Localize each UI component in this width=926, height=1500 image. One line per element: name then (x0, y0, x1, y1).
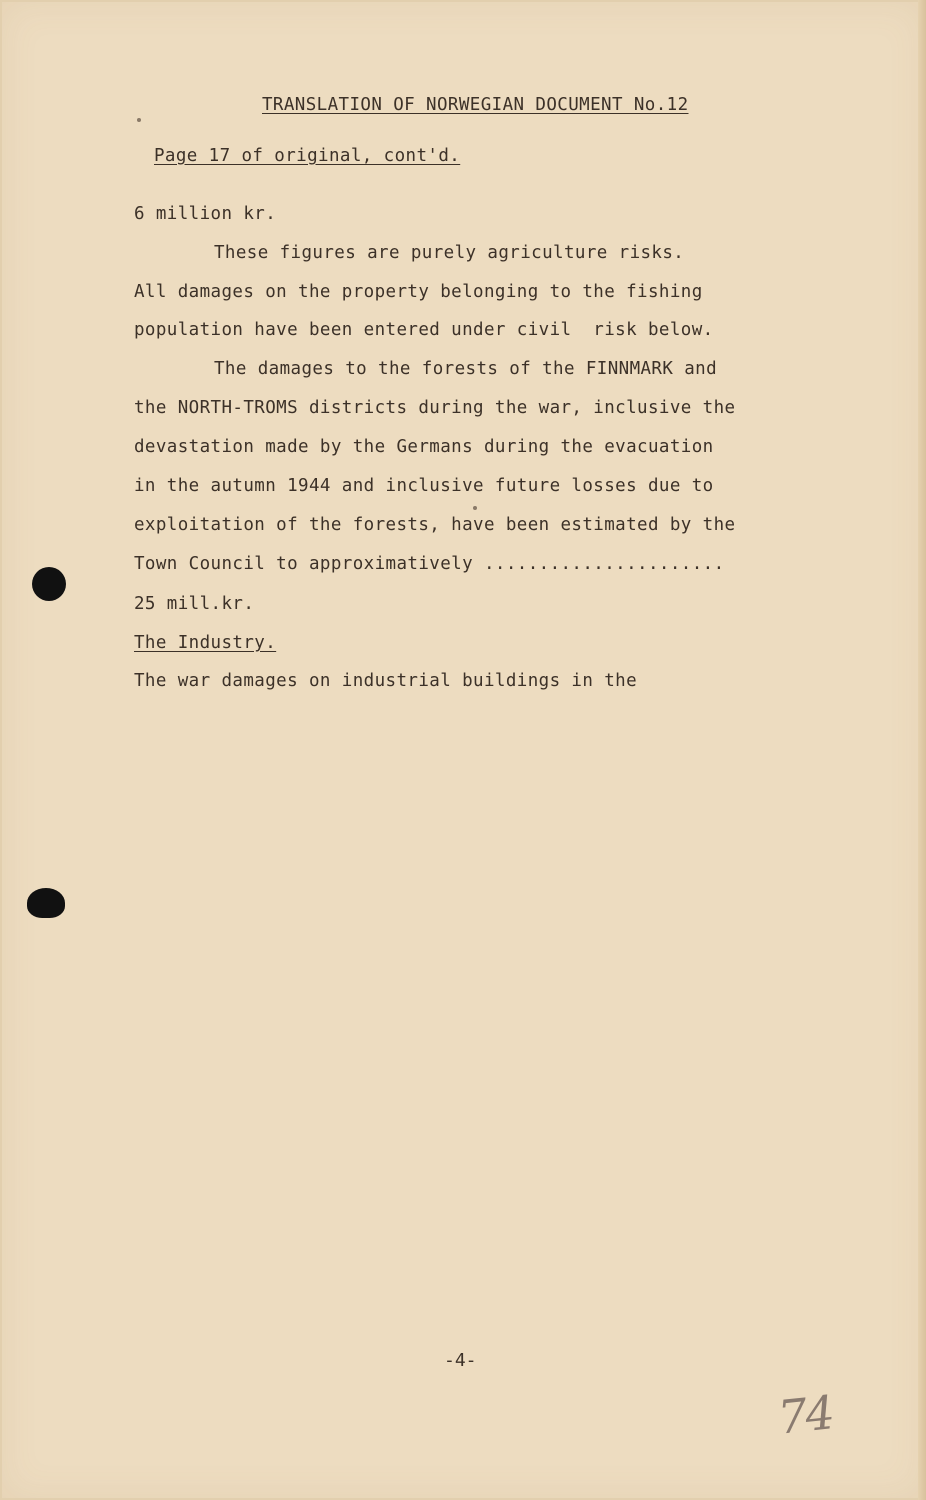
text-line: The damages to the forests of the FINNMARK and (214, 359, 718, 379)
text-line: 6 million kr. (134, 204, 277, 224)
page-number: -4- (444, 1350, 477, 1371)
text-line: These figures are purely agriculture risks. (214, 243, 685, 263)
document-header: TRANSLATION OF NORWEGIAN DOCUMENT No.12 (262, 95, 689, 115)
page-edge (918, 0, 926, 1500)
text-line: Town Council to approximatively ...................... (134, 554, 725, 574)
paper-speck (473, 506, 477, 510)
handwritten-page-number: 74 (775, 1385, 836, 1445)
text-line: in the autumn 1944 and inclusive future losses due to (134, 476, 714, 496)
text-line: the NORTH-TROMS districts during the war, inclusive the (134, 398, 736, 418)
text-line: 25 mill.kr. (134, 594, 255, 614)
page-reference: Page 17 of original, cont'd. (154, 146, 461, 166)
punch-hole (32, 567, 66, 601)
text-line: All damages on the property belonging to the fishing (134, 282, 703, 302)
text-line: The war damages on industrial buildings in the (134, 671, 638, 691)
punch-hole (27, 888, 65, 918)
text-line: devastation made by the Germans during the evacuation (134, 437, 714, 457)
paper-speck (137, 118, 141, 122)
section-heading: The Industry. (134, 633, 277, 653)
text-line: population have been entered under civil risk below. (134, 320, 714, 340)
text-line: exploitation of the forests, have been estimated by the (134, 515, 736, 535)
